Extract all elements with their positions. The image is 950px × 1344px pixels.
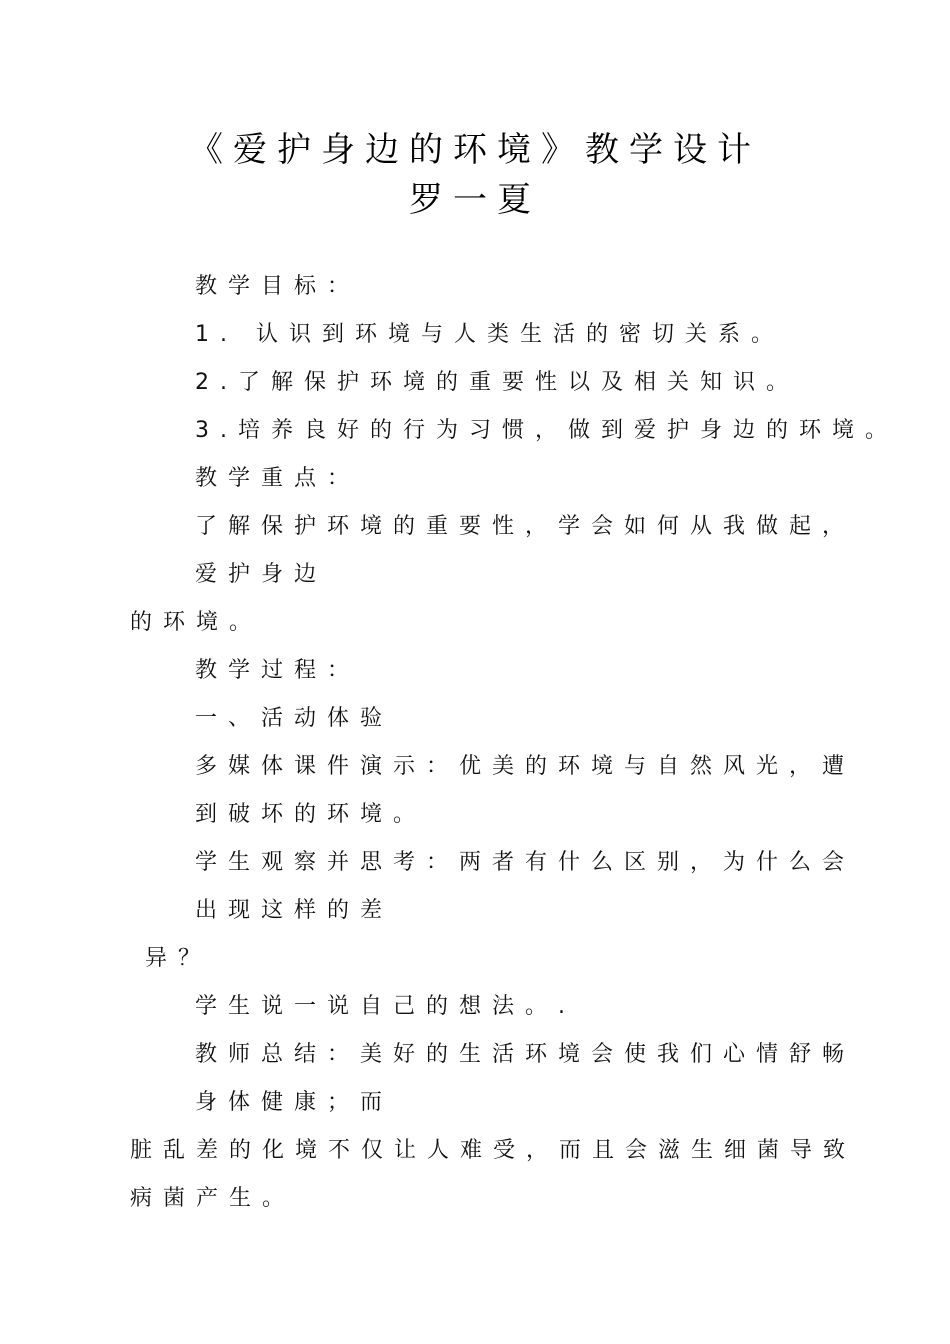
document-author: 罗一夏 — [409, 180, 541, 220]
paragraph-line: 病菌产生。 — [130, 1186, 296, 1211]
paragraph-line: 出现这样的差 — [195, 898, 394, 923]
paragraph-line: 脏乱差的化境不仅让人难受，而且会滋生细菌导致 — [130, 1138, 857, 1163]
paragraph-line: 爱护身边 — [195, 562, 328, 587]
document-title: 《爱护身边的环境》教学设计 — [189, 130, 761, 170]
objective-item-2: 2.了解保护环境的重要性以及相关知识。 — [195, 370, 799, 395]
subsection-heading-activity: 一、活动体验 — [195, 706, 394, 731]
objective-item-1: 1. 认识到环境与人类生活的密切关系。 — [195, 322, 784, 347]
paragraph-line: 身体健康；而 — [195, 1090, 394, 1115]
section-heading-process: 教学过程： — [195, 658, 361, 683]
section-heading-objectives: 教学目标： — [195, 274, 361, 299]
paragraph-line: 到破坏的环境。 — [195, 802, 427, 827]
section-heading-key-points: 教学重点： — [195, 466, 361, 491]
paragraph-line: 多媒体课件演示：优美的环境与自然风光，遭 — [195, 754, 856, 779]
paragraph-line: 的环境。 — [130, 610, 263, 635]
paragraph-line: 教师总结：美好的生活环境会使我们心情舒畅 — [195, 1042, 856, 1067]
paragraph-line: 学生说一说自己的想法。. — [195, 994, 576, 1019]
objective-item-3: 3.培养良好的行为习惯，做到爱护身边的环境。 — [195, 418, 898, 443]
paragraph-line: 异？ — [145, 946, 212, 971]
paragraph-line: 学生观察并思考：两者有什么区别，为什么会 — [195, 850, 856, 875]
paragraph-line: 了解保护环境的重要性，学会如何从我做起， — [195, 514, 856, 539]
